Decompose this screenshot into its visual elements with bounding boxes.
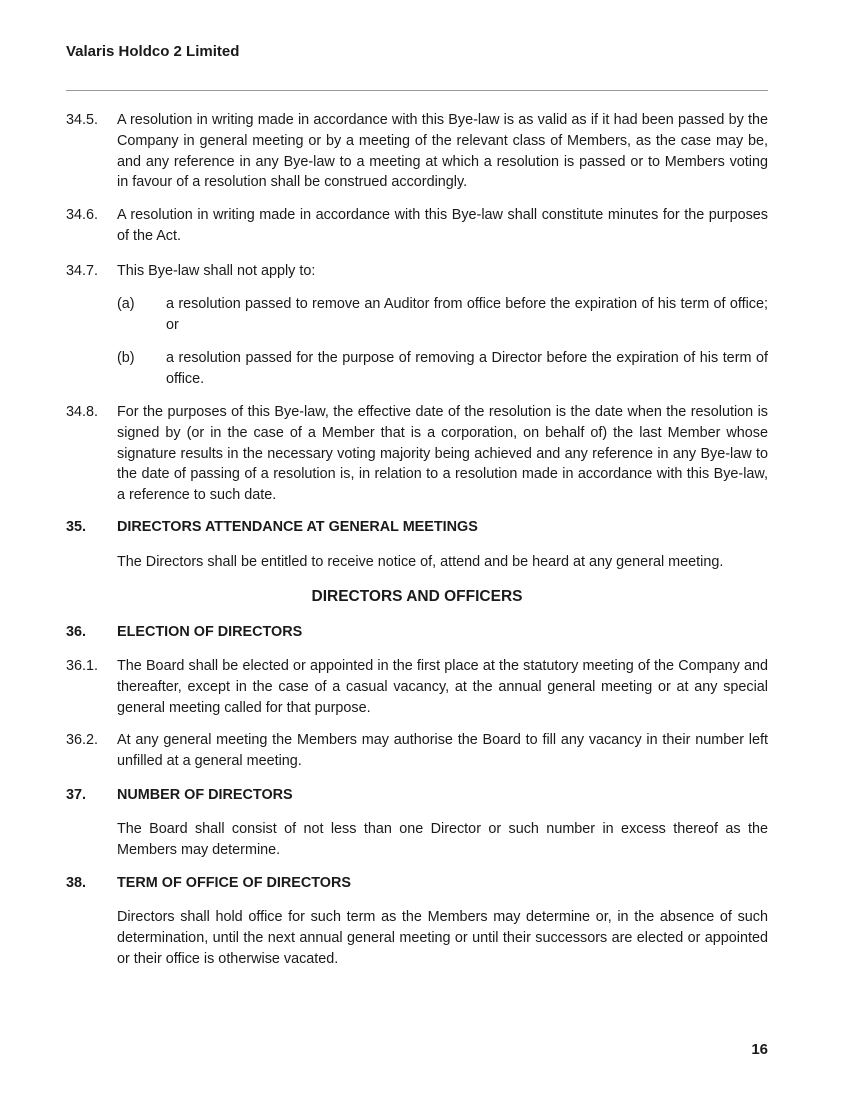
clause-number: 36.2. [66, 732, 99, 748]
page-number: 16 [751, 1041, 768, 1058]
section-number: 37. [66, 787, 87, 803]
clause-text: A resolution in writing made in accordance with this Bye-law shall constitute minutes for the purposes of the Act. [117, 207, 768, 244]
clause-number: 34.7. [66, 263, 99, 279]
clause-34-6 [66, 205, 768, 247]
clause-34-8 [66, 402, 768, 506]
section-heading-37 [66, 785, 768, 806]
clause-34-7-b [117, 348, 768, 390]
section-heading-38 [66, 873, 768, 894]
clause-number: 34.8. [66, 404, 99, 420]
subclause-letter: (b) [117, 350, 135, 366]
clause-text: A resolution in writing made in accordance with this Bye-law is as valid as if it had been passed by the Company in general meeting or by a meeting of the relevant class of Members, as the case may be, and any reference in any Bye-law to a meeting at which a resolution is passed or to Members voting in favour of a resolution shall be construed accordingly. [117, 112, 768, 191]
subclause-text: a resolution passed to remove an Auditor from office before the expiration of his term of office; or [166, 296, 768, 333]
clause-34-7-a [117, 294, 768, 336]
header-divider [66, 90, 768, 91]
section-heading-35 [66, 517, 768, 538]
clause-number: 34.5. [66, 112, 99, 128]
subclause-letter: (a) [117, 296, 135, 312]
clause-text: For the purposes of this Bye-law, the effective date of the resolution is the date when the resolution is signed by (or in the case of a Member that is a corporation, on behalf of) the last Member whose signature results in the necessary voting majority being achieved and any reference in any Bye-law to the date of passing of a resolution is, in relation to a resolution made in accordance with this Bye-law, a reference to such date. [117, 404, 768, 504]
section-number: 35. [66, 519, 87, 535]
clause-34-7 [66, 261, 768, 282]
section-title: NUMBER OF DIRECTORS [117, 787, 293, 803]
clause-number: 34.6. [66, 207, 99, 223]
subclause-text: a resolution passed for the purpose of removing a Director before the expiration of his term of office. [166, 350, 768, 387]
clause-text: At any general meeting the Members may authorise the Board to fill any vacancy in their number left unfilled at a general meeting. [117, 732, 768, 769]
section-35-text: The Directors shall be entitled to receive notice of, attend and be heard at any general meeting. [117, 554, 724, 570]
section-37-text: The Board shall consist of not less than one Director or such number in excess thereof as the Members may determine. [117, 821, 768, 858]
section-title: DIRECTORS ATTENDANCE AT GENERAL MEETINGS [117, 519, 478, 535]
section-title: TERM OF OFFICE OF DIRECTORS [117, 875, 351, 891]
section-number: 38. [66, 875, 87, 891]
clause-text: The Board shall be elected or appointed in the first place at the statutory meeting of the Company and thereafter, except in the case of a casual vacancy, at the annual general meeting or at any special general meeting called for that purpose. [117, 658, 768, 716]
document-header-title: Valaris Holdco 2 Limited [66, 43, 240, 60]
clause-number: 36.1. [66, 658, 99, 674]
section-heading-36 [66, 622, 768, 643]
section-number: 36. [66, 624, 87, 640]
section-38-text: Directors shall hold office for such term as the Members may determine or, in the absence of such determination, until the next annual general meeting or until their successors are elected or appointed or their office is otherwise vacated. [117, 909, 768, 967]
clause-36-2 [66, 730, 768, 772]
section-title: ELECTION OF DIRECTORS [117, 624, 303, 640]
clause-36-1 [66, 656, 768, 718]
clause-text: This Bye-law shall not apply to: [117, 263, 316, 279]
part-heading: DIRECTORS AND OFFICERS [311, 588, 523, 605]
clause-34-5 [66, 110, 768, 193]
